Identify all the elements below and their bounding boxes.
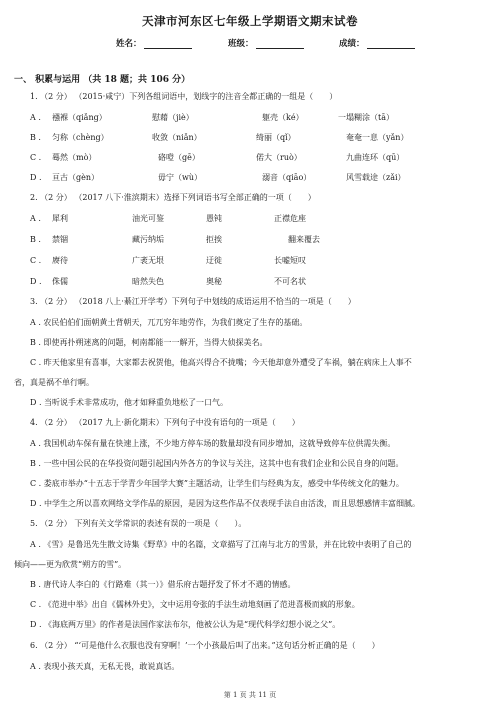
option-item: 拒挨 <box>206 235 222 244</box>
name-label: 姓名： <box>116 39 142 49</box>
name-blank[interactable] <box>144 39 192 49</box>
option-line[interactable]: B . 一些中国公民的在华投资问题引起国内外各方的争议与关注，这其中也有我们企业和公民自身的问题。 <box>30 459 404 468</box>
option-letter: A . <box>30 214 41 223</box>
option-item: 不可名状 <box>274 277 306 286</box>
option-item: 长嘘短叹 <box>274 256 306 265</box>
option-item: 奥秘 <box>206 277 222 286</box>
option-item: 正襟危座 <box>274 214 306 223</box>
option-item: 油光可鉴 <box>132 214 164 223</box>
page-footer: 第 1 页 共 11 页 <box>223 691 277 699</box>
page-title: 天津市河东区七年级上学期语文期末试卷 <box>142 14 358 28</box>
name-field[interactable] <box>116 37 192 49</box>
score-field[interactable] <box>339 37 415 49</box>
option-item: 藏污纳垢 <box>132 235 164 244</box>
section-heading: 一、 积累与运用 （共 18 题；共 106 分） <box>14 75 191 85</box>
score-blank[interactable] <box>367 39 415 49</box>
option-line[interactable]: C . 昨天他家里有喜事，大家都去祝贺他，他高兴得合不拢嘴；今天他却意外遭受了车祸，躺在病床上人事不 <box>30 358 412 367</box>
option-item: 襁褓（qiǎng） <box>52 113 107 122</box>
question-stem: 2. （2 分） （2017 八下·淮滨期末）选择下列词语书写全部正确的一项（ ） <box>30 193 316 202</box>
class-field[interactable] <box>228 37 304 49</box>
option-item: 侏儒 <box>52 277 68 286</box>
option-item: 绮丽（qǐ） <box>256 133 296 142</box>
question-stem: 4. （2 分） （2017 九上·新化期末）下列句子中没有语句的一项是（ ） <box>30 418 300 427</box>
option-item: 溺音（qiāo） <box>262 173 312 182</box>
class-blank[interactable] <box>256 39 304 49</box>
option-line[interactable]: C . 《范进中举》出自《儒林外史》，文中运用夸张的手法生动地刻画了范进喜极而疯的形象。 <box>30 600 360 609</box>
option-letter: D . <box>30 277 42 286</box>
option-item: 慰藉（jiè） <box>152 113 194 122</box>
option-item: 犀利 <box>52 214 68 223</box>
question-stem: 3. （2 分） （2018 八上·綦江开学考）下列句子中划线的成语运用不恰当的一项是（ ） <box>30 297 356 306</box>
option-line[interactable]: C . 娄底市举办“十五志于学青少年国学大赛”主题活动，让学生们与经典为友，感受中华传统文化的魅力。 <box>30 479 404 488</box>
option-item: 翻来覆去 <box>288 235 320 244</box>
option-line[interactable]: B . 唐代诗人李白的《行路难（其一）》借乐府古题抒发了怀才不遇的情感。 <box>30 580 296 589</box>
option-item: 硌噔（gē） <box>158 153 200 162</box>
option-line[interactable]: A . 农民伯伯们面朝黄土背朝天，兀兀穷年地劳作，为我们奠定了生存的基础。 <box>30 318 308 327</box>
option-line[interactable]: D . 《海底两万里》的作者是法国作家法布尔，他被公认为是“现代科学幻想小说之父”。 <box>30 620 341 629</box>
question-stem: 5. （2 分） 下列有关文学常识的表述有误的一项是（ ）。 <box>30 519 247 528</box>
question-stem: 6. （2 分） “‘可是他什么衣服也没有穿啊！’一个小孩最后叫了出来。”这句话分析正确的是（ ） <box>30 641 380 650</box>
option-item: 亘古（gèn） <box>52 173 100 182</box>
option-item: 赓待 <box>52 256 68 265</box>
option-item: 暗然失色 <box>132 277 164 286</box>
option-letter: C . <box>30 256 42 265</box>
option-item: 禁锢 <box>52 235 68 244</box>
option-item: 收敛（niǎn） <box>152 133 202 142</box>
option-line[interactable]: B . 即使再扑朔迷离的问题，柯南都能一一解开，当得大侦探美名。 <box>30 338 268 347</box>
option-line[interactable]: A . 表现小孩天真，无私无畏，敢说真话。 <box>30 662 180 671</box>
option-line[interactable]: A . 我国机动车保有量在快速上涨，不少地方停车场的数量却没有同步增加，这就导致停车位供需失衡。 <box>30 439 396 448</box>
option-item: 广袤无垠 <box>132 256 164 265</box>
option-item: 迂徙 <box>206 256 222 265</box>
option-item: 匀称（chèng） <box>52 133 109 142</box>
option-item: 奄奄一息（yǎn） <box>346 133 409 142</box>
option-item: 偌大（ruò） <box>256 153 302 162</box>
option-item: 愚钝 <box>206 214 222 223</box>
option-line-continued: 倾向——更为欣赏“朔方的雪”。 <box>14 560 127 569</box>
question-stem: 1. （2 分） （2015·咸宁）下列各组词语中，划线字的注音全都正确的一组是（ ） <box>30 92 338 101</box>
option-line[interactable]: D . 当听说手术非常成功，他才如释重负地松了一口气。 <box>30 398 229 407</box>
option-item: 一塌糊涂（tā） <box>338 113 394 122</box>
class-label: 班级： <box>228 39 254 49</box>
option-letter: B . <box>30 133 41 142</box>
option-line[interactable]: D . 中学生之所以喜欢网络文学作品的原因，是因为这些作品不仅表现手法自由活泼，而且思想感情丰富细腻。 <box>30 499 421 508</box>
option-line[interactable]: A . 《雪》是鲁迅先生散文诗集《野草》中的名篇，文章描写了江南与北方的雪景，并在比较中表明了自己的 <box>30 540 412 549</box>
option-letter: D . <box>30 173 42 182</box>
option-item: 九曲连环（qū） <box>346 153 405 162</box>
option-letter: A . <box>30 113 41 122</box>
option-item: 躯壳（ké） <box>262 113 304 122</box>
option-item: 风雪载途（zǎi） <box>346 173 406 182</box>
option-line-continued: 省，真是祸不单行啊。 <box>14 378 94 387</box>
score-label: 成绩： <box>339 39 365 49</box>
option-item: 毋宁（wù） <box>158 173 202 182</box>
option-letter: C . <box>30 153 42 162</box>
option-item: 蓦然（mò） <box>52 153 97 162</box>
option-letter: B . <box>30 235 41 244</box>
